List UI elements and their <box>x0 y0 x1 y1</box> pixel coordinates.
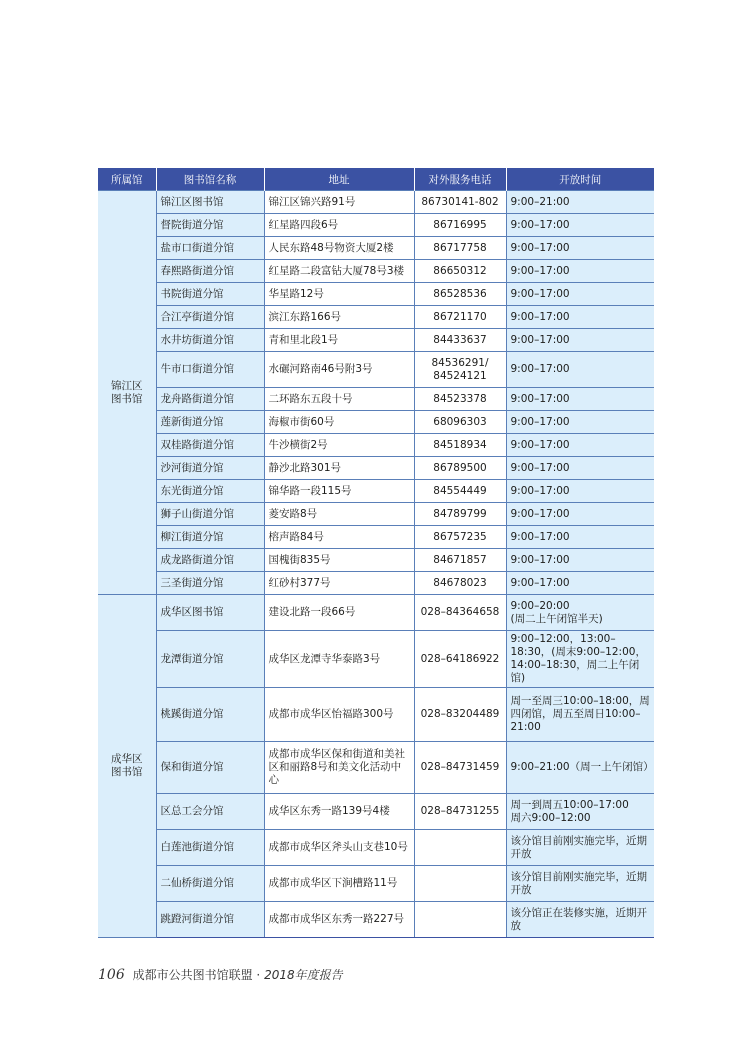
phone-cell: 028–84731255 <box>414 794 506 830</box>
library-name-cell: 保和街道分馆 <box>156 742 264 794</box>
address-cell: 静沙北路301号 <box>264 457 414 480</box>
address-cell: 二环路东五段十号 <box>264 388 414 411</box>
phone-cell: 86789500 <box>414 457 506 480</box>
phone-cell: 84536291/ 84524121 <box>414 352 506 388</box>
library-name-cell: 盐市口街道分馆 <box>156 237 264 260</box>
opening-hours-cell: 9:00–21:00（周一上午闭馆） <box>506 742 654 794</box>
phone-cell: 84789799 <box>414 503 506 526</box>
opening-hours-cell: 9:00–17:00 <box>506 411 654 434</box>
address-cell: 红星路四段6号 <box>264 214 414 237</box>
phone-cell <box>414 902 506 938</box>
library-name-cell: 东光街道分馆 <box>156 480 264 503</box>
library-name-cell: 跳蹬河街道分馆 <box>156 902 264 938</box>
library-name-cell: 桃蹊街道分馆 <box>156 688 264 742</box>
library-table <box>98 168 654 938</box>
address-cell: 锦华路一段115号 <box>264 480 414 503</box>
phone-cell: 028–64186922 <box>414 631 506 688</box>
opening-hours-cell: 9:00–12:00，13:00–18:30，(周末9:00–12:00，14:00–18:30，周二上午闭馆) <box>506 631 654 688</box>
phone-cell: 84523378 <box>414 388 506 411</box>
library-name-cell: 沙河街道分馆 <box>156 457 264 480</box>
header-library-name: 图书馆名称 <box>156 168 264 191</box>
address-cell: 红砂村377号 <box>264 572 414 595</box>
opening-hours-cell: 该分馆目前刚实施完毕，近期开放 <box>506 830 654 866</box>
table-row <box>98 688 654 742</box>
publication-name: 成都市公共图书馆联盟 <box>132 968 253 982</box>
address-cell: 青和里北段1号 <box>264 329 414 352</box>
library-name-cell: 白莲池街道分馆 <box>156 830 264 866</box>
address-cell: 成都市成华区怡福路300号 <box>264 688 414 742</box>
address-cell: 成都市成华区东秀一路227号 <box>264 902 414 938</box>
table-row <box>98 595 654 631</box>
opening-hours-cell: 9:00–17:00 <box>506 283 654 306</box>
phone-cell: 68096303 <box>414 411 506 434</box>
library-name-cell: 水井坊街道分馆 <box>156 329 264 352</box>
district-cell: 成华区 图书馆 <box>98 595 156 938</box>
opening-hours-cell: 该分馆目前刚实施完毕，近期开放 <box>506 866 654 902</box>
library-name-cell: 书院街道分馆 <box>156 283 264 306</box>
opening-hours-cell: 9:00–17:00 <box>506 549 654 572</box>
table-row <box>98 457 654 480</box>
opening-hours-cell: 9:00–20:00 (周二上午闭馆半天) <box>506 595 654 631</box>
phone-cell: 86650312 <box>414 260 506 283</box>
opening-hours-cell: 9:00–17:00 <box>506 214 654 237</box>
opening-hours-cell: 9:00–17:00 <box>506 572 654 595</box>
address-cell: 成都市成华区保和街道和美社区和丽路8号和美文化活动中心 <box>264 742 414 794</box>
district-cell: 锦江区 图书馆 <box>98 191 156 595</box>
table-row <box>98 480 654 503</box>
address-cell: 成都市成华区斧头山支巷10号 <box>264 830 414 866</box>
footer-separator: · <box>256 968 261 982</box>
library-name-cell: 成华区图书馆 <box>156 595 264 631</box>
table-row <box>98 214 654 237</box>
opening-hours-cell: 9:00–17:00 <box>506 388 654 411</box>
phone-cell <box>414 866 506 902</box>
library-name-cell: 区总工会分馆 <box>156 794 264 830</box>
library-name-cell: 春熙路街道分馆 <box>156 260 264 283</box>
table-row <box>98 329 654 352</box>
table-row <box>98 549 654 572</box>
address-cell: 水碾河路南46号附3号 <box>264 352 414 388</box>
header-district: 所属馆 <box>98 168 156 191</box>
library-name-cell: 成龙路街道分馆 <box>156 549 264 572</box>
phone-cell: 86716995 <box>414 214 506 237</box>
header-phone: 对外服务电话 <box>414 168 506 191</box>
phone-cell: 86528536 <box>414 283 506 306</box>
library-name-cell: 龙舟路街道分馆 <box>156 388 264 411</box>
address-cell: 成华区龙潭寺华泰路3号 <box>264 631 414 688</box>
opening-hours-cell: 9:00–17:00 <box>506 352 654 388</box>
library-name-cell: 莲新街道分馆 <box>156 411 264 434</box>
phone-cell: 028–84731459 <box>414 742 506 794</box>
page-footer <box>98 966 343 983</box>
table-row <box>98 794 654 830</box>
report-title: 2018年度报告 <box>264 968 343 982</box>
phone-cell: 028–83204489 <box>414 688 506 742</box>
table-row <box>98 866 654 902</box>
header-opening-hours: 开放时间 <box>506 168 654 191</box>
table-row <box>98 503 654 526</box>
library-name-cell: 双桂路街道分馆 <box>156 434 264 457</box>
phone-cell: 84554449 <box>414 480 506 503</box>
library-name-cell: 合江亭街道分馆 <box>156 306 264 329</box>
address-cell: 成都市成华区下涧槽路11号 <box>264 866 414 902</box>
table-row <box>98 572 654 595</box>
phone-cell: 028–84364658 <box>414 595 506 631</box>
phone-cell: 86730141-802 <box>414 191 506 214</box>
phone-cell: 84433637 <box>414 329 506 352</box>
library-name-cell: 锦江区图书馆 <box>156 191 264 214</box>
opening-hours-cell: 9:00–21:00 <box>506 191 654 214</box>
library-name-cell: 督院街道分馆 <box>156 214 264 237</box>
phone-cell: 84671857 <box>414 549 506 572</box>
opening-hours-cell: 周一到周五10:00–17:00 周六9:00–12:00 <box>506 794 654 830</box>
opening-hours-cell: 9:00–17:00 <box>506 503 654 526</box>
address-cell: 建设北路一段66号 <box>264 595 414 631</box>
table-row <box>98 352 654 388</box>
opening-hours-cell: 该分馆正在装修实施，近期开放 <box>506 902 654 938</box>
library-name-cell: 三圣街道分馆 <box>156 572 264 595</box>
table-row <box>98 902 654 938</box>
library-name-cell: 牛市口街道分馆 <box>156 352 264 388</box>
library-name-cell: 龙潭街道分馆 <box>156 631 264 688</box>
phone-cell <box>414 830 506 866</box>
phone-cell: 86717758 <box>414 237 506 260</box>
address-cell: 牛沙横街2号 <box>264 434 414 457</box>
opening-hours-cell: 9:00–17:00 <box>506 480 654 503</box>
header-address: 地址 <box>264 168 414 191</box>
address-cell: 华星路12号 <box>264 283 414 306</box>
library-name-cell: 二仙桥街道分馆 <box>156 866 264 902</box>
table-row <box>98 631 654 688</box>
phone-cell: 86721170 <box>414 306 506 329</box>
table-header <box>98 168 654 191</box>
opening-hours-cell: 9:00–17:00 <box>506 434 654 457</box>
opening-hours-cell: 9:00–17:00 <box>506 329 654 352</box>
opening-hours-cell: 9:00–17:00 <box>506 306 654 329</box>
address-cell: 国槐街835号 <box>264 549 414 572</box>
library-name-cell: 柳江街道分馆 <box>156 526 264 549</box>
opening-hours-cell: 周一至周三10:00–18:00，周四闭馆，周五至周日10:00–21:00 <box>506 688 654 742</box>
library-name-cell: 狮子山街道分馆 <box>156 503 264 526</box>
table-row <box>98 434 654 457</box>
table-row <box>98 306 654 329</box>
phone-cell: 84678023 <box>414 572 506 595</box>
table-row <box>98 526 654 549</box>
address-cell: 人民东路48号物资大厦2楼 <box>264 237 414 260</box>
address-cell: 榕声路84号 <box>264 526 414 549</box>
opening-hours-cell: 9:00–17:00 <box>506 457 654 480</box>
address-cell: 成华区东秀一路139号4楼 <box>264 794 414 830</box>
table-row <box>98 260 654 283</box>
address-cell: 菱安路8号 <box>264 503 414 526</box>
table-row <box>98 283 654 306</box>
page-number: 106 <box>98 967 125 983</box>
table-row <box>98 237 654 260</box>
address-cell: 红星路二段富钻大厦78号3楼 <box>264 260 414 283</box>
table-row <box>98 830 654 866</box>
opening-hours-cell: 9:00–17:00 <box>506 526 654 549</box>
address-cell: 海椒市街60号 <box>264 411 414 434</box>
table-row <box>98 388 654 411</box>
phone-cell: 84518934 <box>414 434 506 457</box>
opening-hours-cell: 9:00–17:00 <box>506 260 654 283</box>
table-row <box>98 191 654 214</box>
opening-hours-cell: 9:00–17:00 <box>506 237 654 260</box>
address-cell: 滨江东路166号 <box>264 306 414 329</box>
table-row <box>98 411 654 434</box>
table-body <box>98 191 654 938</box>
table-row <box>98 742 654 794</box>
phone-cell: 86757235 <box>414 526 506 549</box>
address-cell: 锦江区锦兴路91号 <box>264 191 414 214</box>
